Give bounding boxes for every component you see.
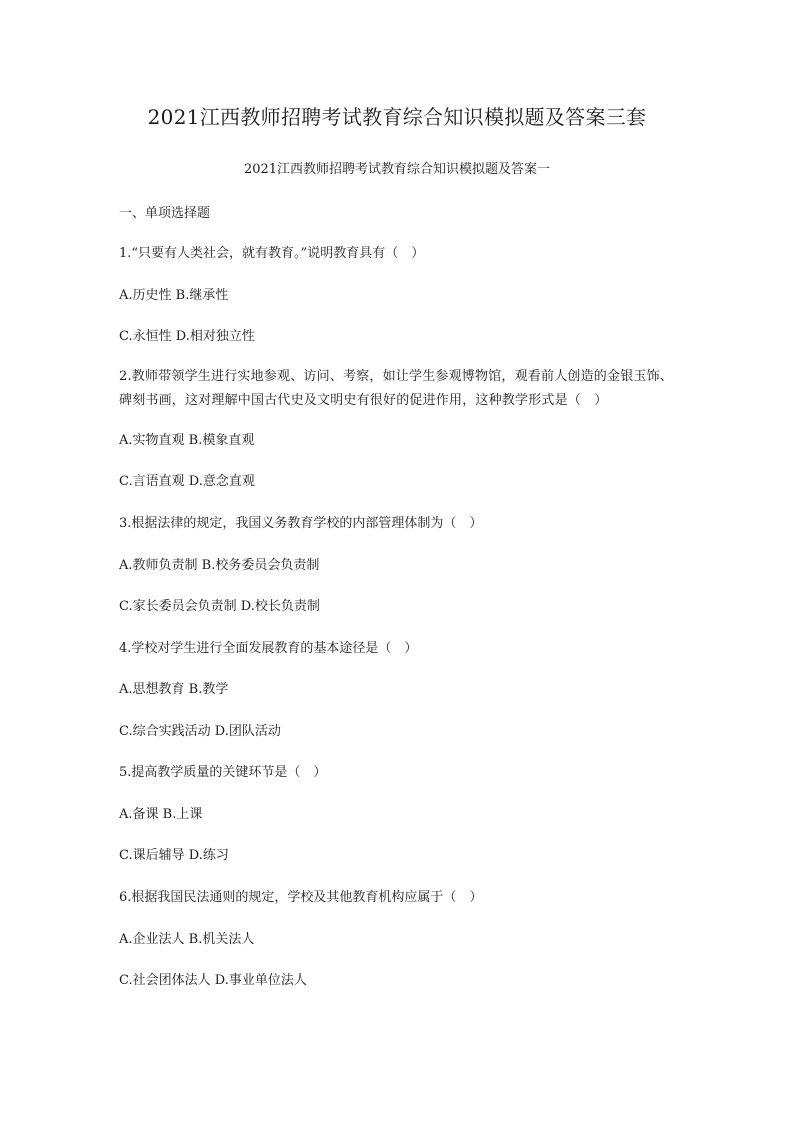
document-title: 2021江西教师招聘考试教育综合知识模拟题及答案三套 xyxy=(147,105,647,129)
question-options: A.历史性 B.继承性 xyxy=(119,288,229,303)
document-subtitle: 2021江西教师招聘考试教育综合知识模拟题及答案一 xyxy=(243,162,551,177)
question-options: A.备课 B.上课 xyxy=(119,807,203,822)
question-stem: 6.根据我国民法通则的规定，学校及其他教育机构应属于（ ） xyxy=(119,890,483,905)
question-options: A.实物直观 B.模象直观 xyxy=(119,433,255,448)
question-options: C.言语直观 D.意念直观 xyxy=(119,474,255,489)
section-heading: 一、单项选择题 xyxy=(119,206,211,221)
question-stem: 4.学校对学生进行全面发展教育的基本途径是（ ） xyxy=(119,641,418,656)
question-options: C.综合实践活动 D.团队活动 xyxy=(119,724,281,739)
question-options: C.永恒性 D.相对独立性 xyxy=(119,329,255,344)
question-options: A.思想教育 B.教学 xyxy=(119,682,229,697)
question-stem: 3.根据法律的规定，我国义务教育学校的内部管理体制为（ ） xyxy=(119,516,483,531)
question-options: A.企业法人 B.机关法人 xyxy=(119,932,255,947)
question-options: C.社会团体法人 D.事业单位法人 xyxy=(119,973,307,988)
question-stem: 5.提高教学质量的关键环节是（ ） xyxy=(119,765,327,780)
question-stem: 2.教师带领学生进行实地参观、访问、考察，如让学生参观博物馆，观看前人创造的金银玉饰、碑刻书画，这对理解中国古代史及文明史有很好的促进作用，这种教学形式是（ ） xyxy=(119,369,674,408)
question-options: C.家长委员会负责制 D.校长负责制 xyxy=(119,599,320,614)
question-options: A.教师负责制 B.校务委员会负责制 xyxy=(119,558,320,573)
question-stem: 1.“只要有人类社会，就有教育。”说明教育具有（ ） xyxy=(119,246,425,261)
question-options: C.课后辅导 D.练习 xyxy=(119,848,229,863)
